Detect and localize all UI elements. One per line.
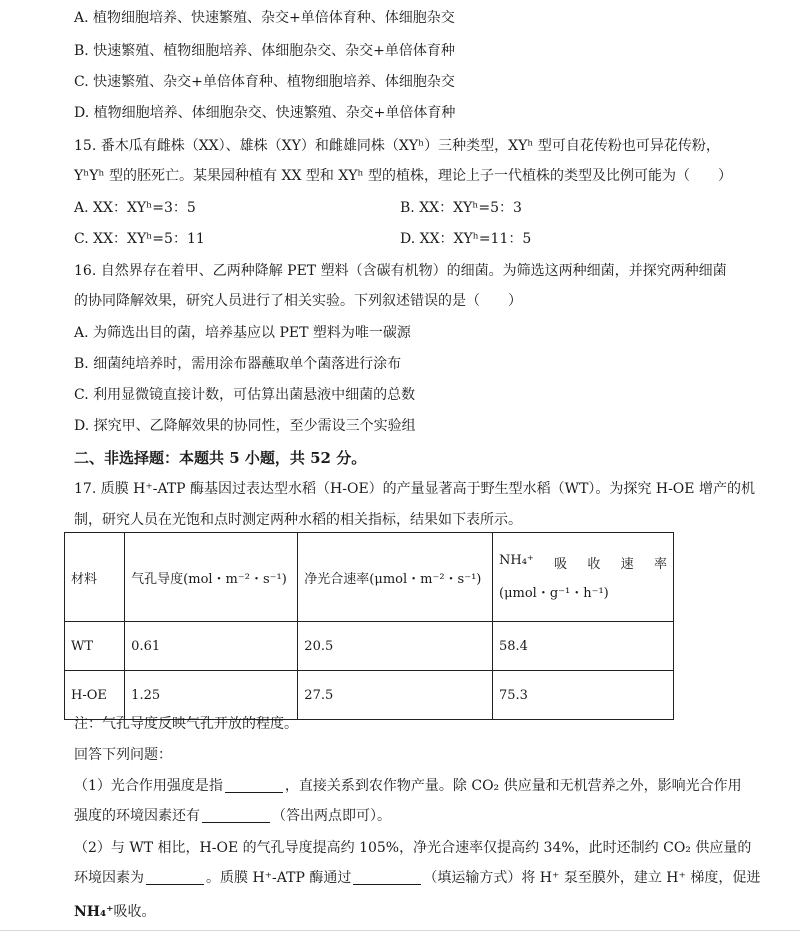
nh4-word-su: 速 bbox=[620, 557, 634, 572]
header-stomatal-conductance: 气孔导度(mol・m⁻²・s⁻¹) bbox=[125, 533, 298, 622]
header-material: 材料 bbox=[65, 533, 125, 622]
cell-material: H-OE bbox=[65, 671, 125, 720]
cell-photosynthesis: 27.5 bbox=[298, 671, 493, 720]
sub2-text-f: 吸收。 bbox=[113, 904, 156, 920]
nh4-header-unit: (μmol・g⁻¹・h⁻¹) bbox=[499, 586, 609, 601]
answer-blank-3[interactable] bbox=[146, 870, 204, 885]
sub-question-2-line3 bbox=[74, 902, 156, 922]
q15-stem-line2: YʰYʰ 型的胚死亡。某果园种植有 XX 型和 XYʰ 型的植株，理论上子一代植株的类型及比例可能为（ ） bbox=[74, 168, 733, 184]
nh4-symbol-inline: NH₄⁺ bbox=[74, 904, 114, 920]
table-row bbox=[65, 622, 674, 671]
cell-conductance: 0.61 bbox=[125, 622, 298, 671]
q14-option-a: A. 植物细胞培养、快速繁殖、杂交+单倍体育种、体细胞杂交 bbox=[74, 10, 455, 26]
cell-photosynthesis: 20.5 bbox=[298, 622, 493, 671]
cell-nh4: 58.4 bbox=[493, 622, 674, 671]
q17-stem-line2: 制，研究人员在光饱和点时测定两种水稻的相关指标，结果如下表所示。 bbox=[74, 512, 522, 528]
q15-stem-line1: 15. 番木瓜有雌株（XX）、雄株（XY）和雌雄同株（XYʰ）三种类型，XYʰ 型可自花传粉也可异花传粉， bbox=[74, 138, 720, 154]
sub-question-1-line2 bbox=[74, 806, 391, 826]
q15-option-b: B. XX：XYʰ=5：3 bbox=[400, 200, 522, 216]
results-table bbox=[64, 532, 674, 720]
q14-option-b: B. 快速繁殖、植物细胞培养、体细胞杂交、杂交+单倍体育种 bbox=[74, 43, 455, 59]
sub-question-2-line2 bbox=[74, 868, 760, 888]
q16-option-a: A. 为筛选出目的菌，培养基应以 PET 塑料为唯一碳源 bbox=[74, 325, 411, 341]
sub2-text-b: 环境因素为 bbox=[74, 870, 144, 886]
q16-stem-line2: 的协同降解效果，研究人员进行了相关实验。下列叙述错误的是（ ） bbox=[74, 293, 522, 309]
q17-stem-line1: 17. 质膜 H⁺-ATP 酶基因过表达型水稻（H-OE）的产量显著高于野生型水稻（WT）。为探究 H-OE 增产的机 bbox=[74, 481, 755, 497]
q16-option-d: D. 探究甲、乙降解效果的协同性，至少需设三个实验组 bbox=[74, 418, 416, 434]
q16-option-c: C. 利用显微镜直接计数，可估算出菌悬液中细菌的总数 bbox=[74, 387, 416, 403]
nh4-word-lv: 率 bbox=[653, 557, 667, 572]
sub2-text-c: 。质膜 H⁺-ATP 酶通过 bbox=[206, 870, 352, 886]
cell-nh4: 75.3 bbox=[493, 671, 674, 720]
q14-option-c: C. 快速繁殖、杂交+单倍体育种、植物细胞培养、体细胞杂交 bbox=[74, 74, 455, 90]
nh4-symbol: NH₄⁺ bbox=[499, 553, 534, 568]
cell-conductance: 1.25 bbox=[125, 671, 298, 720]
q15-option-a: A. XX：XYʰ=3：5 bbox=[74, 200, 196, 216]
q15-option-c: C. XX：XYʰ=5：11 bbox=[74, 231, 205, 247]
nh4-header-title bbox=[499, 553, 667, 572]
sub-question-1-line1 bbox=[74, 776, 742, 796]
section-heading: 二、非选择题：本题共 5 小题，共 52 分。 bbox=[74, 449, 367, 467]
nh4-word-xi: 吸 bbox=[554, 557, 568, 572]
cell-material: WT bbox=[65, 622, 125, 671]
q15-option-d: D. XX：XYʰ=11：5 bbox=[400, 231, 532, 247]
header-nh4-uptake bbox=[493, 533, 674, 622]
nh4-word-shou: 收 bbox=[587, 557, 601, 572]
answer-blank-1[interactable] bbox=[225, 778, 283, 793]
sub1-text-d: （答出两点即可）。 bbox=[272, 808, 391, 824]
answer-prompt: 回答下列问题： bbox=[74, 747, 172, 763]
sub1-text-b: ，直接关系到农作物产量。除 CO₂ 供应量和无机营养之外，影响光合作用 bbox=[284, 778, 742, 794]
sub1-text-a: （1）光合作用强度是指 bbox=[74, 778, 223, 794]
table-note: 注：气孔导度反映气孔开放的程度。 bbox=[74, 716, 298, 732]
sub-question-2-line1: （2）与 WT 相比，H-OE 的气孔导度提高约 105%，净光合速率仅提高约 34%，此时还制约 CO₂ 供应量的 bbox=[74, 840, 752, 856]
answer-blank-4[interactable] bbox=[353, 870, 421, 885]
q16-option-b: B. 细菌纯培养时，需用涂布器蘸取单个菌落进行涂布 bbox=[74, 356, 402, 372]
header-net-photosynthesis: 净光合速率(μmol・m⁻²・s⁻¹) bbox=[298, 533, 493, 622]
answer-blank-2[interactable] bbox=[202, 808, 270, 823]
q16-stem-line1: 16. 自然界存在着甲、乙两种降解 PET 塑料（含碳有机物）的细菌。为筛选这两种细菌，并探究两种细菌 bbox=[74, 263, 727, 279]
page-bottom-divider bbox=[0, 930, 800, 931]
table-header-row bbox=[65, 533, 674, 622]
q14-option-d: D. 植物细胞培养、体细胞杂交、快速繁殖、杂交+单倍体育种 bbox=[74, 105, 456, 121]
sub2-text-d: （填运输方式）将 H⁺ 泵至膜外，建立 H⁺ 梯度，促进 bbox=[423, 870, 761, 886]
sub1-text-c: 强度的环境因素还有 bbox=[74, 808, 200, 824]
table-row bbox=[65, 671, 674, 720]
